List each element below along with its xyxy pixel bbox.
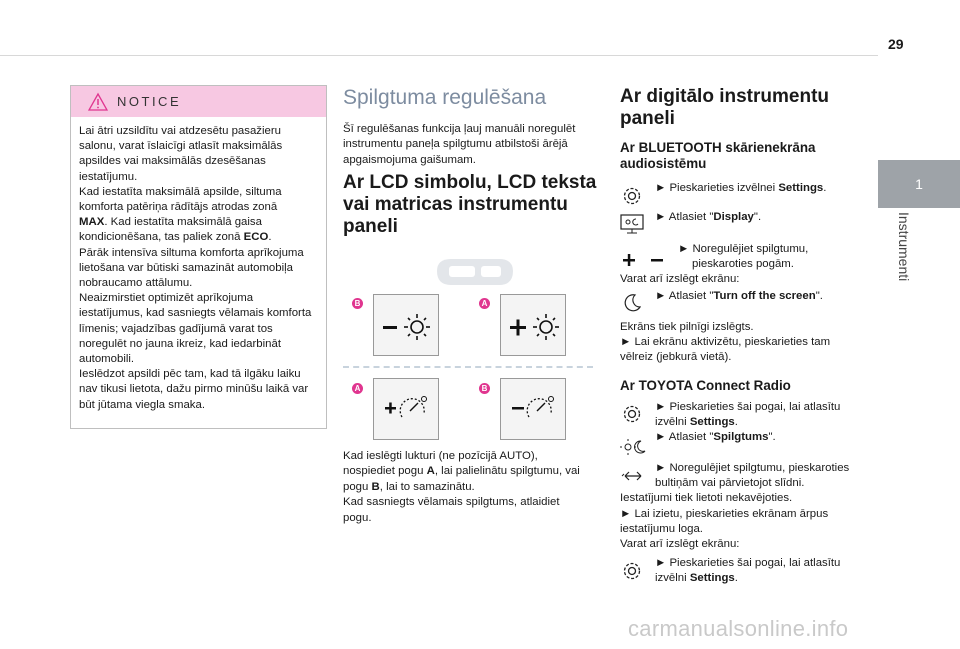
bt-step-wake-cont: vēlreiz (jebkurā vietā). (620, 351, 732, 363)
notice-line: noregulēt no jauna ikreiz, kad iedarbināt (79, 337, 282, 350)
toyota-step-adjust: ► Noregulējiet spilgtumu, pieskaroties (655, 462, 850, 474)
notice-line: iestatījumu. (79, 170, 138, 183)
notice-line: lietošana var būtiski samazināt automobiļa (79, 261, 294, 274)
notice-line: Kad iestatīta maksimālā apsilde, siltuma (79, 185, 282, 198)
notice-title: NOTICE (117, 94, 182, 109)
notice-line: nobraucamo attālumu. (79, 277, 193, 290)
gear-icon (621, 403, 643, 425)
dim-dial-button[interactable] (500, 378, 566, 440)
brightness-instructions (343, 449, 603, 526)
toyota-heading: Ar TOYOTA Connect Radio (620, 378, 791, 393)
bt-step-result: Ekrāns tiek pilnīgi izslēgts. (620, 321, 754, 333)
notice-line: būt jūtama viegla smaka. (79, 398, 205, 411)
heading-line: paneli (343, 216, 398, 237)
instruction-line-bold: pogu B, lai to samazinātu. (343, 480, 475, 493)
bt-step-turn-off: ► Atlasiet "Turn off the screen". (655, 290, 823, 302)
bt-step-wake: ► Lai ekrānu aktivizētu, pieskarieties tam (620, 336, 831, 348)
digital-heading (620, 86, 860, 130)
arrows-icon (619, 465, 647, 487)
display-icon (619, 213, 645, 235)
badge-b: B (352, 298, 363, 309)
toyota-step-settings-cont: izvēlni Settings. (655, 416, 738, 428)
instrument-cluster-icon (433, 255, 517, 289)
plus-dial-icon (374, 379, 440, 441)
minus-sun-icon (374, 295, 440, 357)
notice-line: komforta patēriņa rādītājs atrodas zonā (79, 201, 278, 214)
notice-header (71, 86, 326, 117)
notice-line: Pārāk intensīva siltuma komforta aprīkojuma (79, 246, 304, 259)
gear-icon (621, 560, 643, 582)
notice-line: Neaizmirstiet optimizēt aprīkojuma (79, 292, 254, 305)
header-rule (0, 55, 878, 56)
chapter-number: 1 (915, 176, 923, 192)
brighten-dial-button[interactable] (373, 378, 439, 440)
notice-line: līmenis; vajadzības gadījumā varat tos (79, 322, 273, 335)
toyota-step-exit-cont: iestatījumu loga. (620, 523, 703, 535)
toyota-step-off-intro: Varat arī izslēgt ekrānu: (620, 538, 740, 550)
watermark: carmanualsonline.info (628, 616, 849, 641)
toyota-step-settings-2: ► Pieskarieties šai pogai, lai atlasītu (655, 557, 841, 569)
heading-line: Ar BLUETOOTH skārienekrāna (620, 140, 816, 155)
bt-step-off-intro: Varat arī izslēgt ekrānu: (620, 273, 740, 285)
intro-line: apgaismojuma gaišumam. (343, 153, 476, 166)
toyota-step-settings-2-cont: izvēlni Settings. (655, 572, 738, 584)
dim-button[interactable] (373, 294, 439, 356)
intro-line: Šī regulēšanas funkcija ļauj manuāli noregulēt (343, 123, 576, 135)
notice-line: apsildes vai maksimālās dzesēšanas (79, 155, 266, 168)
instruction-line: Kad sasniegts vēlamais spilgtums, atlaidiet (343, 496, 560, 509)
toyota-step-adjust-cont: bultiņām vai pārvietojot slīdni. (655, 477, 805, 489)
warning-icon (88, 92, 108, 112)
intro-text (343, 122, 593, 168)
bt-step-display: ► Atlasiet "Display". (655, 211, 762, 223)
notice-line: nav tikusi lietota, dažu pirmo minūšu laikā var (79, 383, 309, 396)
minus-dial-icon (501, 379, 567, 441)
instruction-line-bold: nospiediet pogu A, lai palielinātu spilgtumu, vai (343, 465, 580, 478)
notice-box (70, 85, 327, 429)
badge-b: B (479, 383, 490, 394)
toyota-step-brightness: ► Atlasiet "Spilgtums". (655, 431, 776, 443)
bt-step-adjust-cont: pieskaroties pogām. (692, 258, 794, 270)
plus-minus-icons (621, 249, 669, 271)
instruction-line: pogu. (343, 511, 372, 524)
intro-line: instrumentu paneļa spilgtumu atbilstoši ārējā (343, 138, 568, 151)
heading-line: paneli (620, 108, 675, 129)
heading-line: vai matricas instrumentu (343, 194, 568, 215)
badge-a: A (352, 383, 363, 394)
lcd-heading (343, 172, 603, 238)
gear-icon (621, 185, 643, 207)
plus-sun-icon (501, 295, 567, 357)
page-number: 29 (888, 36, 904, 52)
notice-line: iestatījumus, kad sasniegts vēlamais komforta (79, 307, 312, 320)
chapter-label: Instrumenti (896, 212, 912, 282)
toyota-step-immediate: Iestatījumi tiek lietoti nekavējoties. (620, 492, 793, 504)
toyota-step-exit: ► Lai izietu, pieskarieties ekrānam ārpus (620, 508, 829, 520)
brightness-icon (619, 436, 647, 458)
notice-line: Ieslēdzot apsildi pēc tam, kad tā ilgāku laiku (79, 368, 301, 381)
bluetooth-heading (620, 140, 815, 172)
notice-text (71, 117, 326, 413)
badge-a: A (479, 298, 490, 309)
notice-line-bold-max: MAX. Kad iestatīta maksimālā gaisa (79, 216, 262, 229)
bt-step-adjust: ► Noregulējiet spilgtumu, (678, 243, 809, 255)
heading-line: audiosistēmu (620, 156, 707, 171)
section-title: Spilgtuma regulēšana (343, 86, 547, 109)
toyota-step-settings: ► Pieskarieties šai pogai, lai atlasītu (655, 401, 841, 413)
brighten-button[interactable] (500, 294, 566, 356)
notice-line: salonu, varat īslaicīgi atlasīt maksimālās (79, 140, 283, 153)
notice-line: automobili. (79, 353, 135, 366)
heading-line: Ar digitālo instrumentu (620, 86, 829, 107)
chapter-tab[interactable] (878, 160, 960, 208)
divider-dashed (343, 366, 593, 368)
notice-line: Lai ātri uzsildītu vai atdzesētu pasažieru (79, 125, 281, 137)
instruction-line: Kad ieslēgti lukturi (ne pozīcijā AUTO), (343, 450, 538, 462)
bt-step-settings: ► Pieskarieties izvēlnei Settings. (655, 182, 827, 194)
moon-icon (621, 292, 643, 314)
notice-line-bold-eco: kondicionēšana, tas paliek zonā ECO. (79, 231, 272, 244)
heading-line: Ar LCD simbolu, LCD teksta (343, 172, 597, 193)
